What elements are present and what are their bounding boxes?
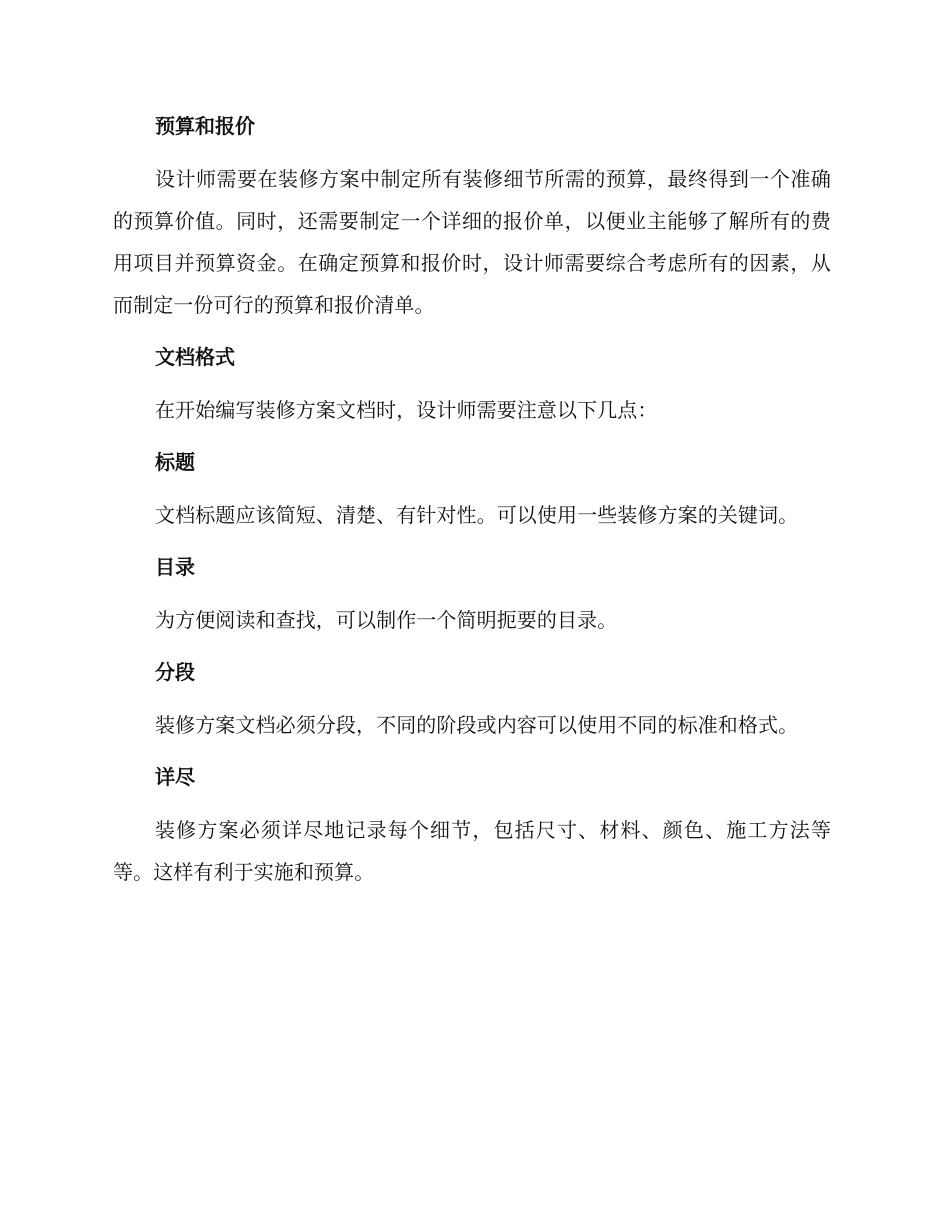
document-page bbox=[113, 104, 831, 893]
section-heading-detail: 详尽 bbox=[155, 765, 195, 789]
section-heading-toc: 目录 bbox=[155, 555, 195, 579]
section-paragraph-paragraphing: 装修方案文档必须分段，不同的阶段或内容可以使用不同的标准和格式。 bbox=[155, 713, 799, 737]
section-paragraph-format: 在开始编写装修方案文档时，设计师需要注意以下几点： bbox=[155, 398, 658, 422]
section-heading-budget: 预算和报价 bbox=[155, 114, 255, 138]
section-paragraph-budget: 设计师需要在装修方案中制定所有装修细节所需的预算，最终得到一个准确的预算价值。同时，还需要制定一个详细的报价单，以便业主能够了解所有的费用项目并预算资金。在确定预算和报价时，设计师需要综合考虑所有的因素，从而制定一份可行的预算和报价清单。 bbox=[113, 167, 831, 317]
section-paragraph-detail: 装修方案必须详尽地记录每个细节，包括尺寸、材料、颜色、施工方法等等。这样有利于实施和预算。 bbox=[113, 818, 831, 884]
section-paragraph-title: 文档标题应该简短、清楚、有针对性。可以使用一些装修方案的关键词。 bbox=[155, 503, 799, 527]
section-heading-format: 文档格式 bbox=[155, 345, 235, 369]
section-heading-paragraphing: 分段 bbox=[155, 660, 195, 684]
section-heading-title: 标题 bbox=[155, 450, 195, 474]
section-paragraph-toc: 为方便阅读和查找，可以制作一个简明扼要的目录。 bbox=[155, 608, 618, 632]
